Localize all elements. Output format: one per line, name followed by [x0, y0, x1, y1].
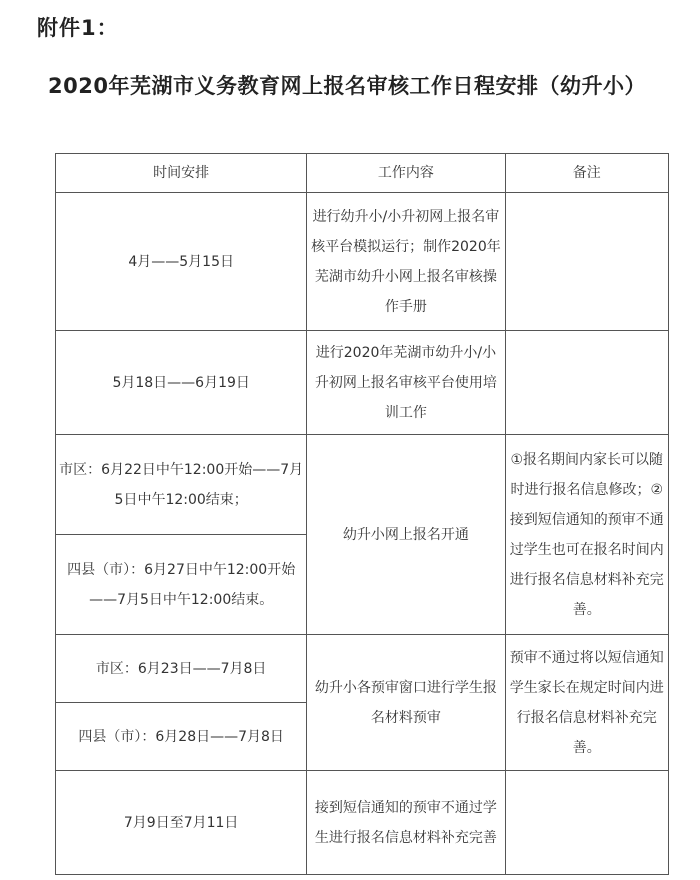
cell-content: 进行2020年芜湖市幼升小/小升初网上报名审核平台使用培训工作 [307, 331, 505, 435]
table-row [56, 193, 669, 331]
cell-time: 四县（市）：6月28日——7月8日 [56, 703, 307, 771]
cell-note [505, 331, 668, 435]
table-header-row [56, 154, 669, 193]
cell-time: 四县（市）：6月27日中午12:00开始——7月5日中午12:00结束。 [56, 535, 307, 635]
header-content: 工作内容 [307, 154, 505, 193]
cell-time: 7月9日至7月11日 [56, 771, 307, 875]
cell-note [505, 771, 668, 875]
cell-note: 预审不通过将以短信通知学生家长在规定时间内进行报名信息材料补充完善。 [505, 635, 668, 771]
table-row [56, 635, 669, 703]
page-title: 2020年芜湖市义务教育网上报名审核工作日程安排（幼升小） [48, 74, 646, 98]
attachment-label: 附件1： [37, 16, 119, 40]
cell-content: 进行幼升小/小升初网上报名审核平台模拟运行；制作2020年芜湖市幼升小网上报名审核操作手册 [307, 193, 505, 331]
table-row [56, 435, 669, 535]
cell-note: ①报名期间内家长可以随时进行报名信息修改；②接到短信通知的预审不通过学生也可在报名时间内进行报名信息材料补充完善。 [505, 435, 668, 635]
header-time: 时间安排 [56, 154, 307, 193]
cell-time: 4月——5月15日 [56, 193, 307, 331]
cell-content: 接到短信通知的预审不通过学生进行报名信息材料补充完善 [307, 771, 505, 875]
table-row [56, 771, 669, 875]
header-note: 备注 [505, 154, 668, 193]
cell-time: 市区：6月22日中午12:00开始——7月5日中午12:00结束； [56, 435, 307, 535]
cell-time: 市区：6月23日——7月8日 [56, 635, 307, 703]
cell-content: 幼升小各预审窗口进行学生报名材料预审 [307, 635, 505, 771]
schedule-table [55, 153, 669, 875]
cell-time: 5月18日——6月19日 [56, 331, 307, 435]
cell-note [505, 193, 668, 331]
table-row [56, 331, 669, 435]
cell-content: 幼升小网上报名开通 [307, 435, 505, 635]
